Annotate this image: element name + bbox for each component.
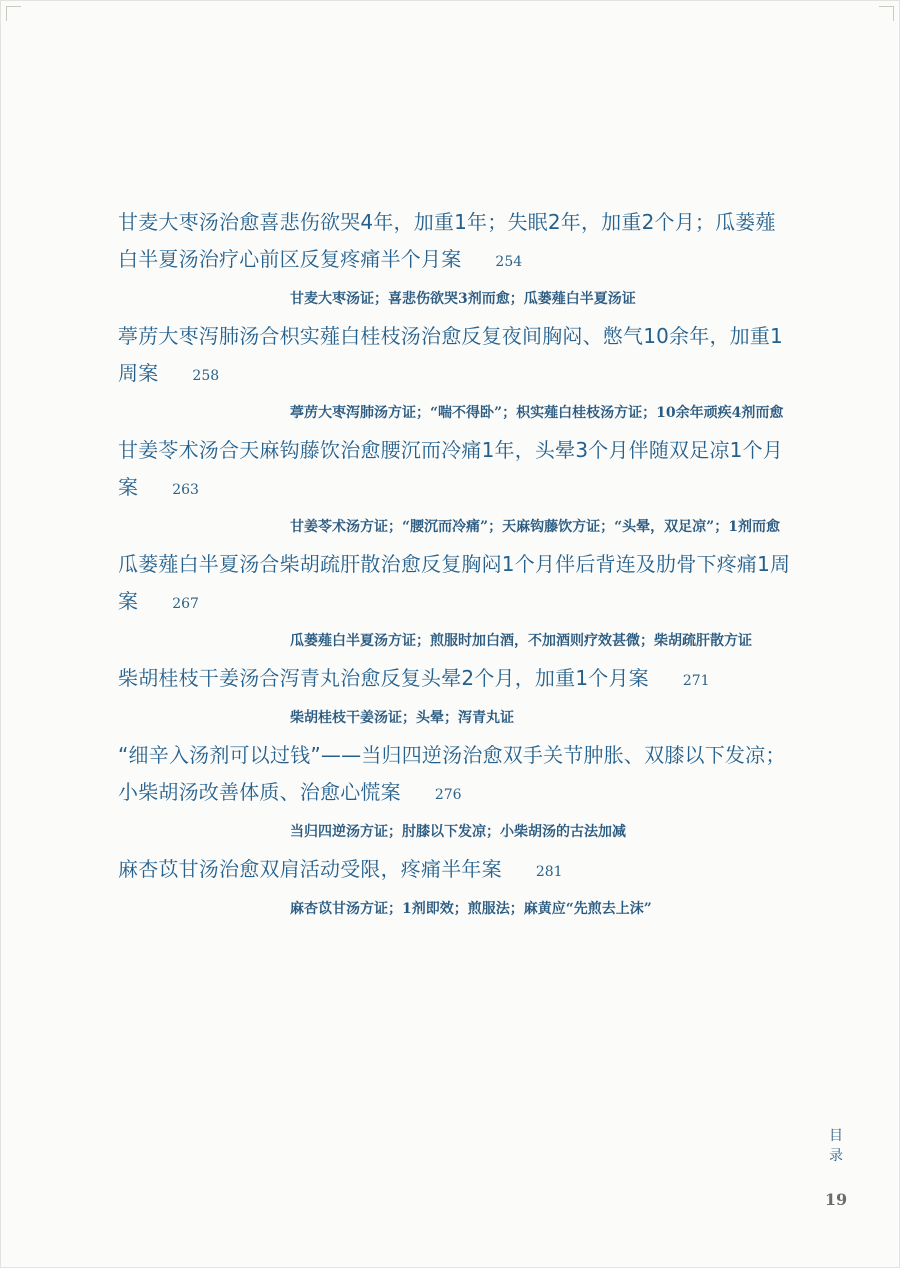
toc-entry[interactable] [118,546,794,660]
toc-entry-title-text: 瓜蒌薤白半夏汤合柴胡疏肝散治愈反复胸闷1个月伴后背连及肋骨下疼痛1周案 [118,552,791,613]
toc-entry-page-number: 258 [192,368,220,384]
toc-entry-page-number: 263 [172,482,199,498]
toc-entry-note: 瓜蒌薤白半夏汤方证；煎服时加白酒，不加酒则疗效甚微；柴胡疏肝散方证 [290,633,752,649]
toc-entry-title-text: “细辛入汤剂可以过钱”——当归四逆汤治愈双手关节肿胀、双膝以下发凉；小柴胡汤改善体质、治愈心慌案 [118,743,786,804]
toc-entry-title[interactable] [118,318,794,395]
toc-entry-title[interactable] [118,204,794,281]
toc-entry-page-number: 276 [434,787,462,803]
side-label-char: 录 [829,1148,843,1164]
crop-mark-top-left [6,6,21,21]
toc-entry-page-number: 281 [535,864,563,880]
toc-entry-title-text: 甘麦大枣汤治愈喜悲伤欲哭4年，加重1年；失眠2年，加重2个月；瓜蒌薤白半夏汤治疗心前区反复疼痛半个月案 [118,210,776,271]
table-of-contents [118,204,794,928]
page-number: 19 [824,1190,848,1209]
toc-entry-page-number: 254 [495,254,523,270]
toc-entry-note: 当归四逆汤方证；肘膝以下发凉；小柴胡汤的古法加减 [290,824,626,840]
toc-entry-title-text: 甘姜苓术汤合天麻钩藤饮治愈腰沉而冷痛1年，头晕3个月伴随双足凉1个月案 [118,438,783,499]
toc-entry-title[interactable] [118,737,794,814]
toc-entry[interactable] [118,737,794,851]
toc-entry-title[interactable] [118,432,794,509]
toc-entry[interactable] [118,851,794,928]
toc-entry-title[interactable] [118,546,794,623]
toc-entry-note: 甘姜苓术汤方证；“腰沉而冷痛”；天麻钩藤饮方证；“头晕，双足凉”；1剂而愈 [290,519,780,535]
toc-entry[interactable] [118,204,794,318]
toc-entry-note: 葶苈大枣泻肺汤方证；“喘不得卧”；枳实薤白桂枝汤方证；10余年顽疾4剂而愈 [290,405,784,421]
toc-entry-note: 柴胡桂枝干姜汤证；头晕；泻青丸证 [290,710,514,726]
toc-entry-title-text: 柴胡桂枝干姜汤合泻青丸治愈反复头晕2个月，加重1个月案 [118,666,649,690]
toc-entry[interactable] [118,432,794,546]
toc-entry-title-text: 葶苈大枣泻肺汤合枳实薤白桂枝汤治愈反复夜间胸闷、憋气10余年，加重1周案 [118,324,783,385]
crop-mark-top-right [879,6,894,21]
toc-entry-note: 麻杏苡甘汤方证；1剂即效；煎服法；麻黄应“先煎去上沫” [290,901,652,917]
toc-entry[interactable] [118,318,794,432]
toc-entry-title[interactable] [118,851,794,891]
section-side-label [829,1126,843,1166]
toc-entry-note: 甘麦大枣汤证；喜悲伤欲哭3剂而愈；瓜蒌薤白半夏汤证 [290,291,636,307]
toc-entry[interactable] [118,660,794,737]
toc-entry-title-text: 麻杏苡甘汤治愈双肩活动受限，疼痛半年案 [118,857,502,881]
toc-entry-page-number: 271 [682,673,710,689]
toc-entry-page-number: 267 [172,596,199,612]
toc-entry-title[interactable] [118,660,794,700]
side-label-char: 目 [829,1128,843,1144]
